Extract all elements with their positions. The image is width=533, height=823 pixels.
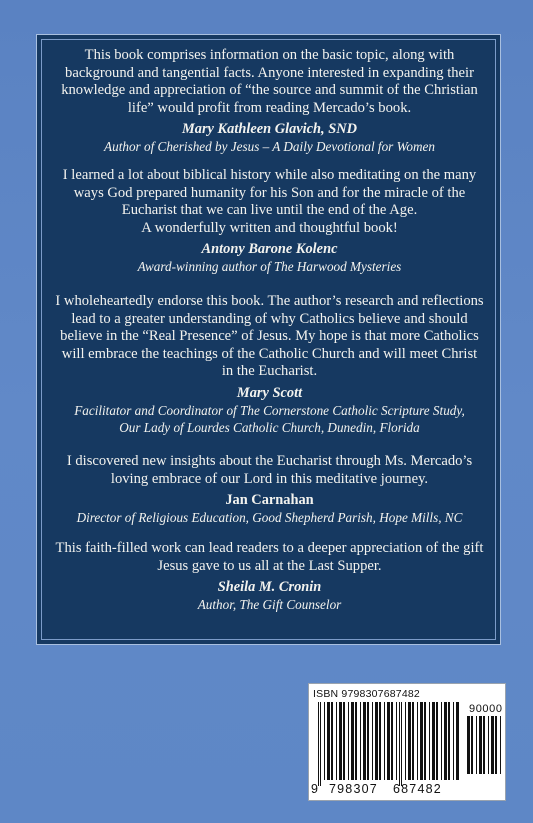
barcode-bar [444,702,447,780]
barcode-bar [448,702,450,780]
endorsement-5 [37,540,502,613]
barcode-bar [320,702,321,786]
barcode-bar [351,702,354,780]
barcode-bar [453,702,454,780]
endorsements-panel [36,34,501,645]
price-code: 90000 [469,703,503,715]
barcode-bar [441,702,442,780]
barcode-bar [500,716,501,774]
barcode-bar [360,702,361,780]
endorsement-author: Mary Scott [236,384,303,401]
barcode-bar [417,702,418,780]
barcode-bar [405,702,406,780]
barcode-bar [343,702,345,780]
barcode-bar [408,702,411,780]
barcode-bar [436,702,438,780]
endorsement-4 [37,453,502,526]
ean-barcode-bars [318,702,460,786]
barcode-bar [348,702,349,780]
endorsement-role: Facilitator and Coordinator of The Cornerstone Catholic Scripture Study, Our Lady of Lourdes Catholic Church, Dunedin, Florida [74,402,465,435]
endorsement-3 [37,293,502,436]
barcode-bar [375,702,378,780]
barcode-bar [327,702,330,780]
barcode-digit-lead: 9 [311,782,320,796]
price-barcode-bars [467,716,503,780]
barcode-bar [336,702,337,780]
barcode-bar [387,702,390,780]
barcode-bar [339,702,342,780]
barcode-bar [495,716,497,774]
endorsement-quote: I discovered new insights about the Eucharist through Ms. Mercado’s loving embrace of our Lord in this meditative journey. [66,453,473,487]
barcode-bar [456,702,459,780]
barcode-bar [467,716,470,774]
barcode-bar [399,702,400,786]
isbn-label: ISBN 9798307687482 [313,688,420,700]
endorsement-author: Mary Kathleen Glavich, SND [181,121,358,138]
endorsement-role: Award-winning author of The Harwood Mysteries [137,259,402,275]
endorsement-quote: This book comprises information on the basic topic, along with background and tangential facts. Anyone interested in expanding their knowledge and appreciation of “the source and summit of the Christian life” would profit from reading Mercado’s book. [61,47,478,116]
endorsement-author: Jan Carnahan [225,492,314,509]
endorsement-author: Sheila M. Cronin [217,579,322,596]
barcode-bar [491,716,494,774]
endorsement-quote: I learned a lot about biblical history while also meditating on the many ways God prepared humanity for his Son and for the miracle of the Eucharist that we can live until the end of the Age. A wonderfully written and thoughtful book! [62,167,477,236]
endorsement-author: Antony Barone Kolenc [201,241,338,258]
barcode-bar [372,702,373,780]
endorsement-1 [37,47,502,155]
barcode-bar [476,716,477,774]
barcode-bar [488,716,489,774]
barcode-bar [401,702,402,786]
barcode-bar [424,702,426,780]
barcode-bar [318,702,319,786]
endorsement-quote: I wholeheartedly endorse this book. The author’s research and reflections lead to a greater understanding of why Catholics believe and should believe in the “Real Presence” of Jesus. My hope is that more Catholics will embrace the teachings of the Catholic Church and will meet Christ in the Eucharist. [55,293,484,380]
isbn-barcode [308,683,506,801]
barcode-bar [412,702,414,780]
barcode-bar [331,702,333,780]
barcode-bar [391,702,393,780]
endorsement-role: Author, The Gift Counselor [197,597,342,613]
barcode-bar [379,702,381,780]
barcode-bar [384,702,385,780]
barcode-bar [363,702,366,780]
barcode-bar [396,702,397,780]
barcode-bar [420,702,423,780]
barcode-bar [429,702,430,780]
barcode-bar [355,702,357,780]
barcode-bar [324,702,325,780]
barcode-digits-right: 687482 [393,782,442,796]
barcode-bar [471,716,473,774]
barcode-digits-left: 798307 [329,782,378,796]
endorsement-role: Author of Cherished by Jesus – A Daily Devotional for Women [104,139,435,155]
barcode-bar [367,702,369,780]
barcode-bar [479,716,482,774]
barcode-bar [432,702,435,780]
endorsement-role: Director of Religious Education, Good Shepherd Parish, Hope Mills, NC [76,510,463,526]
endorsement-quote: This faith-filled work can lead readers to a deeper appreciation of the gift Jesus gave to us all at the Last Supper. [55,540,484,574]
endorsement-2 [37,167,502,275]
barcode-bar [483,716,485,774]
